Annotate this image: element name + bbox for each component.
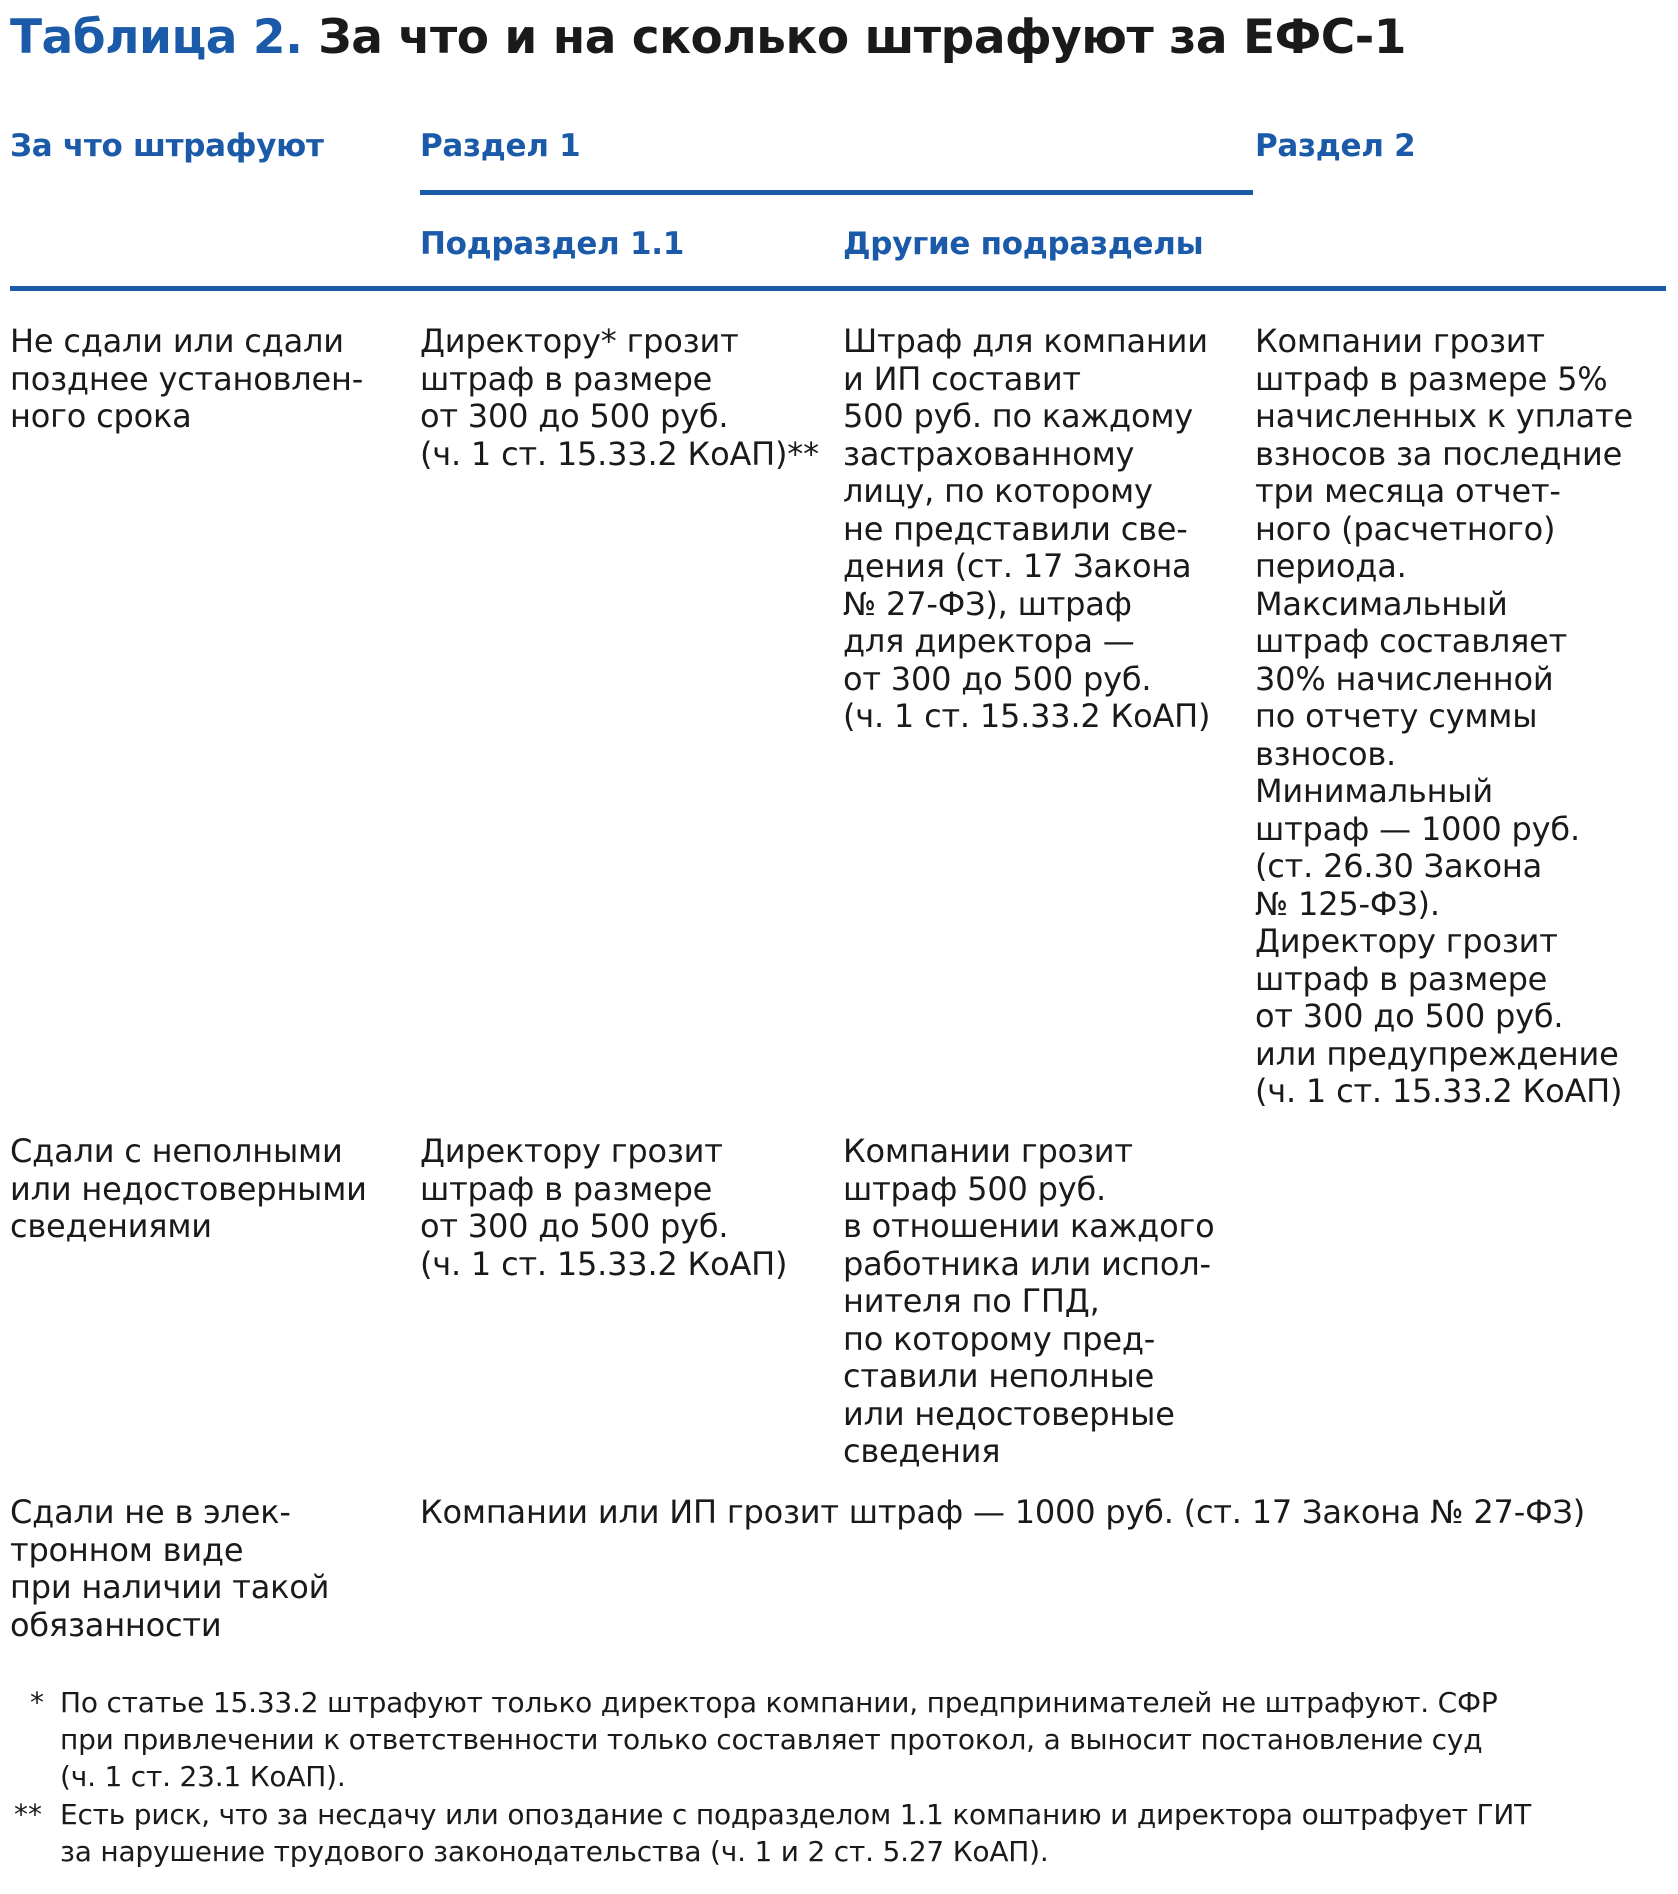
- row3-merged: Компании или ИП грозит штраф — 1000 руб. (ст. 17 Закона № 27-ФЗ): [420, 1493, 1586, 1531]
- row2-subsection-1-1: Директору грозит штраф в размере от 300 до 500 руб. (ч. 1 ст. 15.33.2 КоАП): [420, 1132, 788, 1283]
- row3-what: Сдали не в элек- тронном виде при наличии такой обязанности: [10, 1493, 330, 1644]
- header-subsection-1-1: Подраздел 1.1: [420, 226, 684, 262]
- row1-what: Не сдали или сдали позднее установлен- ного срока: [10, 322, 364, 435]
- footnote1-text: По статье 15.33.2 штрафуют только директора компании, предпринимателей не штрафуют. СФР при привлечении к ответственности только составляет протокол, а выносит постановление суд (ч. 1 ст. 23.1 КоАП).: [60, 1686, 1498, 1793]
- section1-underline: [420, 190, 1253, 195]
- header-what: За что штрафуют: [10, 128, 324, 164]
- footnote2-text: Есть риск, что за несдачу или опоздание с подразделом 1.1 компанию и директора оштрафует ГИТ за нарушение трудового законодательства (ч. 1 и 2 ст. 5.27 КоАП).: [60, 1798, 1532, 1868]
- row2-what: Сдали с неполными или недостоверными сведениями: [10, 1132, 367, 1245]
- header-section1: Раздел 1: [420, 128, 581, 164]
- row2-other-subsections: Компании грозит штраф 500 руб. в отношении каждого работника или испол- нителя по ГПД, по которому пред- ставили неполные или недостоверные сведения: [843, 1132, 1215, 1470]
- header-other-subsections: Другие подразделы: [843, 226, 1204, 262]
- header-bottom-rule: [10, 286, 1666, 291]
- row1-other-subsections: Штраф для компании и ИП составит 500 руб. по каждому застрахованному лицу, по которому не представили све- дения (ст. 17 Закона № 27-ФЗ), штраф для директора — от 300 до 500 руб. (ч. 1 ст. 15.33.2 КоАП): [843, 322, 1211, 735]
- table-title-text: За что и на сколько штрафуют за ЕФС-1: [318, 10, 1406, 65]
- header-section2: Раздел 2: [1255, 128, 1416, 164]
- page-title: [10, 10, 1406, 65]
- table-number: Таблица 2.: [10, 10, 303, 65]
- footnote2-mark: **: [14, 1798, 42, 1831]
- row1-section2: Компании грозит штраф в размере 5% начисленных к уплате взносов за последние три месяца отчет- ного (расчетного) периода. Максимальный штраф составляет 30% начисленной по отчету суммы взносов. Минимальный штраф — 1000 руб. (ст. 26.30 Закона № 125-ФЗ). Директору грозит штраф в размере от 300 до 500 руб. или предупреждение (ч. 1 ст. 15.33.2 КоАП): [1255, 322, 1633, 1110]
- row1-subsection-1-1: Директору* грозит штраф в размере от 300 до 500 руб. (ч. 1 ст. 15.33.2 КоАП)**: [420, 322, 819, 473]
- footnote1-mark: *: [30, 1686, 44, 1719]
